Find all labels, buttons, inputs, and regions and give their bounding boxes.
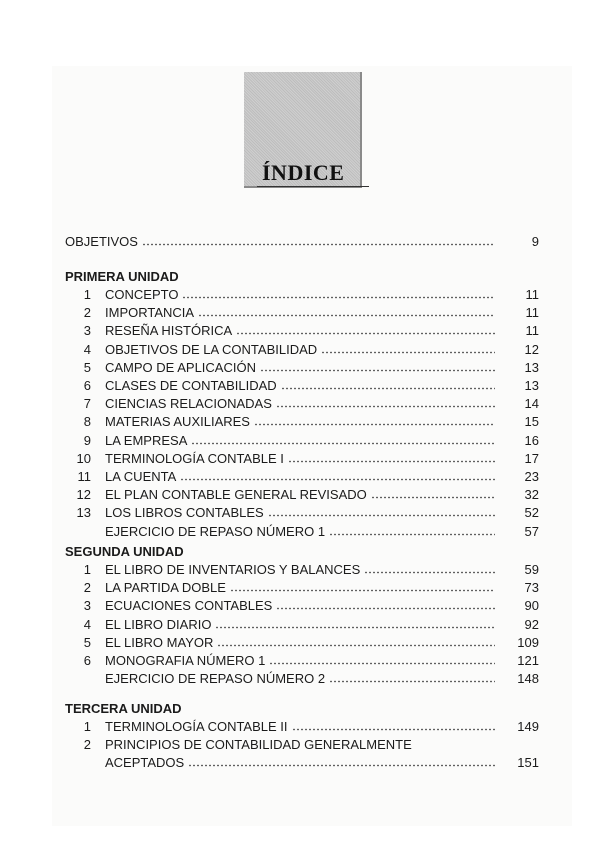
toc-entry-page: 11: [525, 287, 539, 302]
dot-leader: [260, 360, 495, 372]
toc-entry-page: 14: [524, 396, 539, 412]
toc-entry-number: 5: [83, 634, 91, 650]
dot-leader: [292, 719, 495, 731]
toc-entry-number: 1: [83, 562, 91, 577]
toc-entry-page: 9: [531, 234, 539, 249]
toc-entry-number: 2: [83, 737, 91, 753]
toc-entry-page: 121: [517, 653, 539, 668]
toc-entry[interactable]: [65, 754, 539, 771]
toc-entry[interactable]: [65, 652, 539, 669]
toc-entry-page: 32: [524, 487, 539, 503]
toc-entry-label: IMPORTANCIA: [105, 305, 195, 321]
toc-entry-page: 11: [525, 305, 539, 321]
toc-entry[interactable]: [65, 523, 539, 540]
toc-entry-page: 90: [524, 598, 539, 614]
section-heading: TERCERA UNIDAD: [65, 701, 182, 716]
toc-entry[interactable]: [65, 450, 539, 467]
toc-entry-number: 1: [83, 719, 91, 734]
toc-entry[interactable]: [65, 359, 539, 376]
toc-entry-number: 13: [76, 505, 91, 521]
toc-entry[interactable]: [65, 634, 539, 651]
dot-leader: [288, 451, 495, 463]
toc-entry-page: 73: [524, 580, 539, 596]
toc-entry-number: 10: [76, 450, 91, 466]
toc-entry[interactable]: [65, 432, 539, 449]
section-heading: SEGUNDA UNIDAD: [65, 544, 184, 559]
toc-entry-objetivos[interactable]: [65, 233, 539, 250]
toc-entry-page: 59: [524, 562, 539, 577]
toc-entry-number: 6: [83, 378, 91, 393]
toc-entry-number: 6: [83, 653, 91, 668]
dot-leader: [236, 323, 495, 335]
toc-entry[interactable]: [65, 395, 539, 412]
toc-entry-label: EL LIBRO MAYOR: [105, 634, 214, 650]
toc-entry-number: 11: [77, 469, 91, 484]
toc-entry[interactable]: [65, 616, 539, 633]
dot-leader: [142, 234, 495, 246]
dot-leader: [371, 487, 495, 499]
dot-leader: [215, 617, 495, 629]
toc-entry-label: LA PARTIDA DOBLE: [105, 580, 226, 596]
dot-leader: [276, 396, 495, 408]
dot-leader: [217, 635, 495, 647]
toc-entry[interactable]: [65, 597, 539, 614]
toc-entry-label: PRINCIPIOS DE CONTABILIDAD GENERALMENTE: [105, 737, 412, 753]
toc-entry[interactable]: [65, 486, 539, 503]
toc-entry-label: LA EMPRESA: [105, 432, 188, 448]
dot-leader: [329, 671, 495, 683]
dot-leader: [329, 524, 495, 536]
toc-entry-label: ECUACIONES CONTABLES: [105, 598, 273, 614]
section-heading: PRIMERA UNIDAD: [65, 269, 179, 284]
toc-entry-label: OBJETIVOS DE LA CONTABILIDAD: [105, 341, 318, 357]
toc-entry-number: 3: [83, 598, 91, 614]
toc-entry-page: 57: [524, 523, 539, 539]
toc-entry-page: 151: [517, 755, 539, 771]
toc-entry-label: EJERCICIO DE REPASO NÚMERO 1: [105, 523, 326, 539]
toc-entry-number: 1: [83, 287, 91, 302]
toc-entry-label: CLASES DE CONTABILIDAD: [105, 378, 277, 393]
toc-entry-page: 148: [517, 671, 539, 687]
dot-leader: [276, 598, 495, 610]
toc-entry-page: 15: [524, 414, 539, 430]
toc-entry[interactable]: [65, 736, 539, 753]
toc-entry[interactable]: [65, 670, 539, 687]
dot-leader: [254, 414, 495, 426]
toc-entry-label: CIENCIAS RELACIONADAS: [105, 396, 272, 412]
toc-entry-page: 92: [524, 616, 539, 632]
toc-entry-label: TERMINOLOGÍA CONTABLE I: [105, 450, 284, 466]
toc-entry-number: 8: [83, 414, 91, 430]
toc-entry-page: 13: [524, 359, 539, 375]
toc-entry-label: EJERCICIO DE REPASO NÚMERO 2: [105, 671, 326, 687]
toc-entry-label: MATERIAS AUXILIARES: [105, 414, 250, 430]
toc-entry-label: LOS LIBROS CONTABLES: [105, 505, 264, 521]
toc-entry-number: 5: [83, 359, 91, 375]
toc-entry-page: 23: [524, 469, 539, 484]
page-title: ÍNDICE: [262, 160, 345, 185]
toc-entry-label: RESEÑA HISTÓRICA: [105, 323, 233, 339]
toc-entry-label: MONOGRAFIA NÚMERO 1: [105, 653, 266, 668]
toc-entry-page: 109: [517, 634, 539, 650]
toc-entry-label: ACEPTADOS: [105, 755, 185, 771]
toc-entry-number: 4: [83, 616, 91, 632]
toc-entry-label: EL LIBRO DIARIO: [105, 616, 212, 632]
toc-entry[interactable]: [65, 304, 539, 321]
toc-entry-label: EL LIBRO DE INVENTARIOS Y BALANCES: [105, 562, 361, 577]
dot-leader: [364, 562, 495, 574]
toc-entry-page: 13: [524, 378, 539, 393]
toc-entry[interactable]: [65, 579, 539, 596]
toc-entry[interactable]: [65, 341, 539, 358]
toc-entry[interactable]: [65, 377, 539, 394]
toc-entry-number: 3: [83, 323, 91, 339]
toc-entry-label: CONCEPTO: [105, 287, 179, 302]
dot-leader: [281, 378, 495, 390]
toc-entry[interactable]: [65, 504, 539, 521]
toc-entry-page: 12: [524, 341, 539, 357]
toc-entry-number: 9: [83, 432, 91, 448]
toc-entry[interactable]: [65, 322, 539, 339]
dot-leader: [180, 469, 495, 481]
toc-entry-label: CAMPO DE APLICACIÓN: [105, 359, 256, 375]
toc-entry-label: OBJETIVOS: [65, 234, 138, 249]
toc-entry[interactable]: [65, 468, 539, 485]
toc-entry-page: 52: [524, 505, 539, 521]
toc-entry-number: 7: [83, 396, 91, 412]
dot-leader: [321, 342, 495, 354]
toc-entry-page: 11: [525, 323, 539, 339]
toc-entry-page: 16: [524, 432, 539, 448]
toc-entry-number: 4: [83, 341, 91, 357]
dot-leader: [269, 653, 495, 665]
dot-leader: [182, 287, 495, 299]
toc-entry[interactable]: [65, 413, 539, 430]
toc-entry-page: 17: [524, 450, 539, 466]
dot-leader: [268, 505, 495, 517]
dot-leader: [191, 433, 495, 445]
toc-entry-label: EL PLAN CONTABLE GENERAL REVISADO: [105, 487, 367, 503]
toc-entry-number: 2: [83, 305, 91, 321]
toc-entry[interactable]: [65, 718, 539, 735]
dot-leader: [230, 580, 495, 592]
toc-entry-page: 149: [517, 719, 539, 734]
toc-entry-label: TERMINOLOGÍA CONTABLE II: [105, 719, 288, 734]
toc-entry[interactable]: [65, 561, 539, 578]
dot-leader: [198, 305, 495, 317]
toc-entry-label: LA CUENTA: [105, 469, 177, 484]
toc-entry[interactable]: [65, 286, 539, 303]
toc-entry-number: 12: [76, 487, 91, 503]
dot-leader: [188, 755, 495, 767]
toc-entry-number: 2: [83, 580, 91, 596]
